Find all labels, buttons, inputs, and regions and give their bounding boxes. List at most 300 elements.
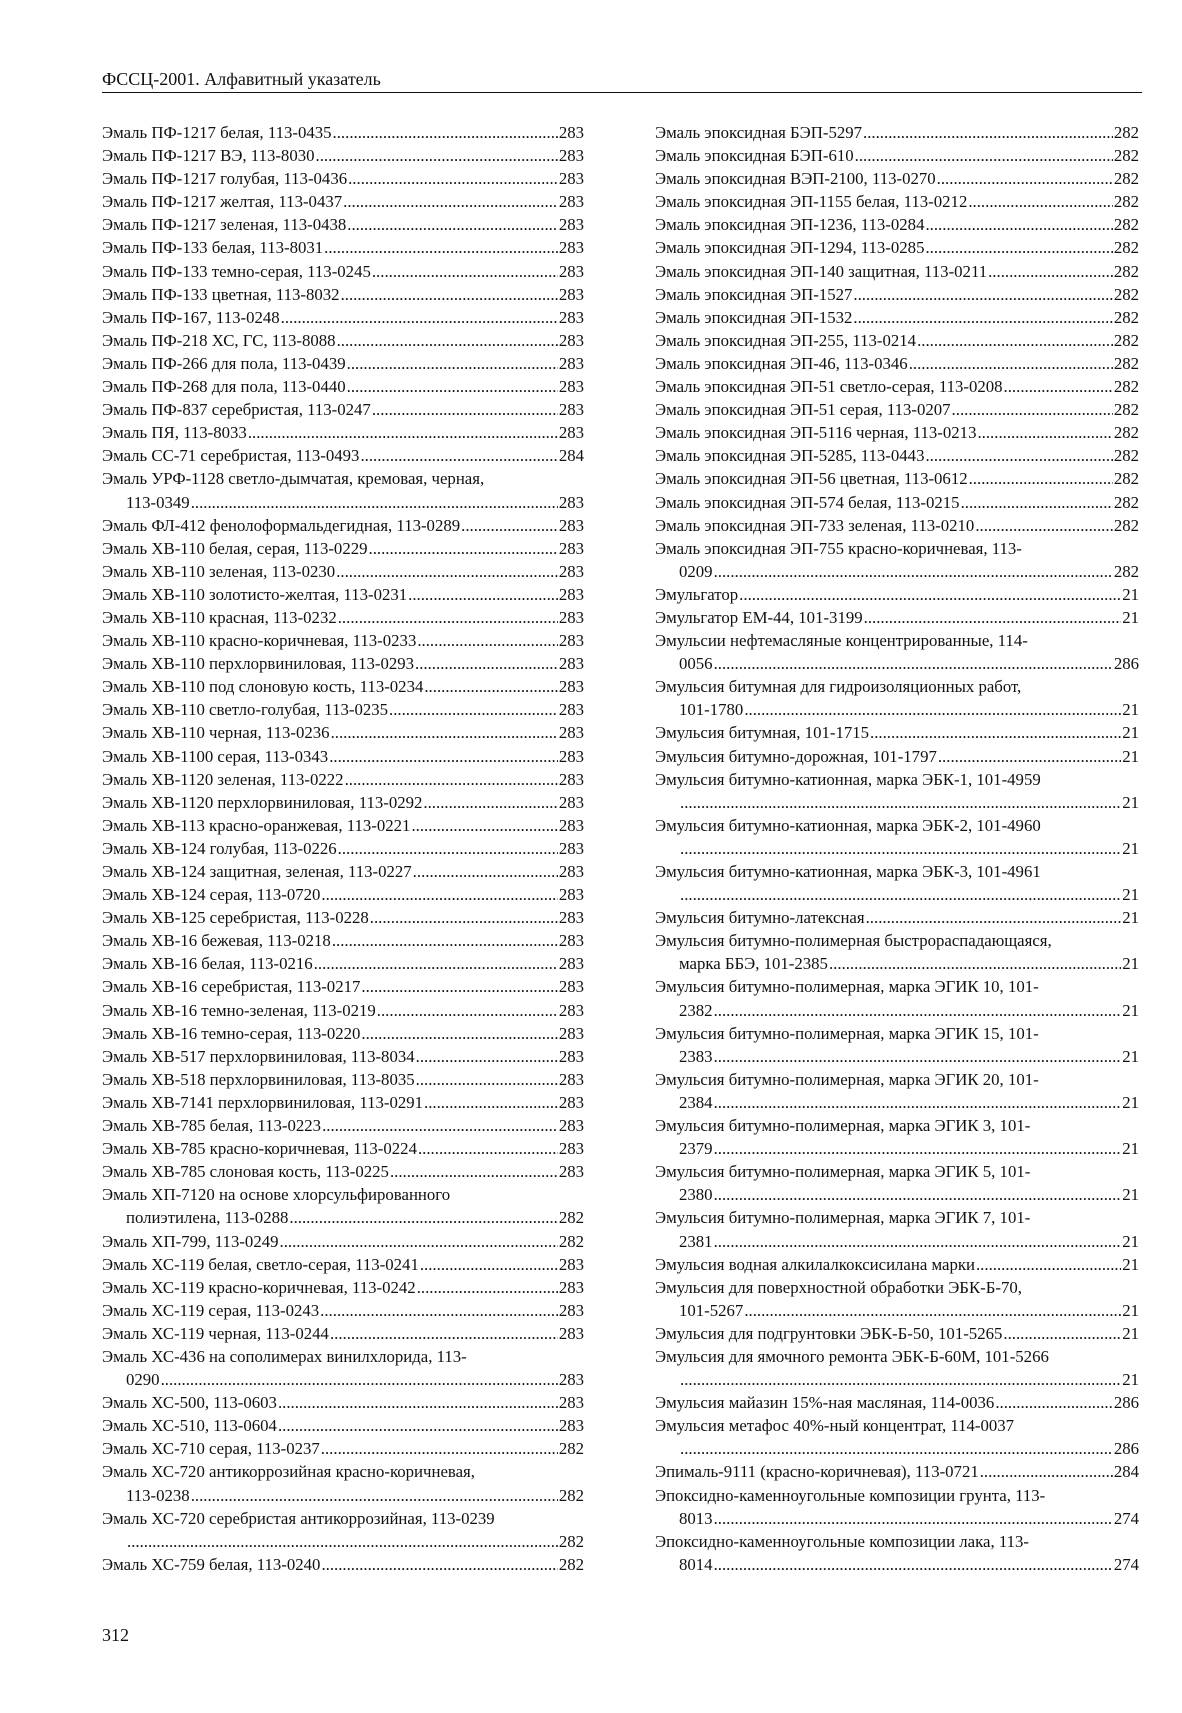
entry-line xyxy=(655,1137,1139,1160)
entry-line xyxy=(102,675,584,698)
entry-line xyxy=(102,1045,584,1068)
index-entry xyxy=(655,606,1139,629)
dot-leader xyxy=(345,768,558,791)
entry-page-number: 283 xyxy=(558,654,584,674)
entry-page-number: 283 xyxy=(558,538,584,558)
entry-line xyxy=(655,283,1139,306)
entry-page-number: 283 xyxy=(558,146,584,166)
entry-line xyxy=(102,144,584,167)
entry-text: Эмаль эпоксидная ЭП-56 цветная, 113-0612 xyxy=(655,469,968,489)
entry-text: Эмаль ХВ-16 белая, 113-0216 xyxy=(102,954,313,974)
dot-leader xyxy=(744,1299,1121,1322)
index-entry xyxy=(102,952,584,975)
index-entry xyxy=(655,768,1139,814)
index-entry xyxy=(102,1507,584,1553)
entry-text: Эмаль ПФ-167, 113-0248 xyxy=(102,307,280,327)
entry-text: Эмаль эпоксидная ЭП-1532 xyxy=(655,307,853,327)
entry-text: Эмульсия битумно-катионная, марка ЭБК-3, 101-4961 xyxy=(655,862,1041,881)
dot-leader xyxy=(917,329,1113,352)
entry-text: 0056 xyxy=(679,654,713,674)
entry-page-number: 283 xyxy=(558,1023,584,1043)
entry-line xyxy=(655,837,1139,860)
entry-text: Эмаль ХВ-16 темно-зеленая, 113-0219 xyxy=(102,1000,376,1020)
entry-text: Эмульсия для подгрунтовки ЭБК-Б-50, 101-5265 xyxy=(655,1323,1003,1343)
dot-leader xyxy=(680,791,1121,814)
dot-leader xyxy=(361,1022,557,1045)
entry-page-number: 21 xyxy=(1122,1185,1139,1205)
entry-text: 101-5267 xyxy=(679,1300,744,1320)
entry-page-number: 274 xyxy=(1113,1554,1139,1574)
entry-text: Эмаль ХВ-785 белая, 113-0223 xyxy=(102,1116,322,1136)
entry-text: Эмульсия метафос 40%-ный концентрат, 114-0037 xyxy=(655,1416,1015,1436)
dot-leader xyxy=(191,1484,558,1507)
index-entry xyxy=(102,606,584,629)
index-entry xyxy=(102,1437,584,1460)
dot-leader xyxy=(417,1276,558,1299)
entry-page-number: 283 xyxy=(558,353,584,373)
entry-page-number: 21 xyxy=(1122,1370,1139,1390)
entry-page-number: 283 xyxy=(558,1139,584,1159)
index-entry xyxy=(102,1068,584,1091)
entry-line xyxy=(655,791,1139,814)
entry-text: Эмульсия майазин 15%-ная масляная, 114-0036 xyxy=(655,1393,995,1413)
entry-line xyxy=(102,1530,584,1553)
dot-leader xyxy=(324,236,558,259)
index-entry xyxy=(102,1345,584,1391)
entry-text: Эмаль эпоксидная ЭП-1236, 113-0284 xyxy=(655,215,925,235)
entry-text: Эмаль ХВ-785 слоновая кость, 113-0225 xyxy=(102,1162,389,1182)
entry-page-number: 283 xyxy=(558,1323,584,1343)
entry-text: Эмульгатор ЕМ-44, 101-3199 xyxy=(655,607,863,627)
entry-page-number: 283 xyxy=(558,908,584,928)
entry-text: Эмаль ХС-500, 113-0603 xyxy=(102,1393,277,1413)
index-entry xyxy=(655,190,1139,213)
index-entry xyxy=(655,1345,1139,1391)
dot-leader xyxy=(321,883,557,906)
entry-line xyxy=(655,421,1139,444)
dot-leader xyxy=(1003,1322,1121,1345)
entry-line xyxy=(102,606,584,629)
dot-leader xyxy=(338,837,558,860)
entry-line xyxy=(102,1322,584,1345)
entry-line xyxy=(655,1322,1139,1345)
dot-leader xyxy=(925,236,1112,259)
index-entry xyxy=(102,190,584,213)
dot-leader xyxy=(248,421,558,444)
entry-text: Эмаль эпоксидная ЭП-46, 113-0346 xyxy=(655,353,908,373)
entry-text: Эмаль ХС-720 серебристая антикоррозийная, 113-0239 xyxy=(102,1508,495,1528)
index-entry xyxy=(655,906,1139,929)
dot-leader xyxy=(389,698,558,721)
entry-page-number: 21 xyxy=(1122,1092,1139,1112)
index-entry xyxy=(102,1114,584,1137)
entry-line xyxy=(102,837,584,860)
entry-line xyxy=(655,652,1139,675)
entry-page-number: 282 xyxy=(1113,377,1139,397)
entry-line xyxy=(102,721,584,744)
entry-page-number: 21 xyxy=(1122,1300,1139,1320)
entry-line xyxy=(655,999,1139,1022)
dot-leader xyxy=(418,1137,558,1160)
entry-line xyxy=(102,1183,584,1206)
index-entry xyxy=(655,306,1139,329)
index-entry xyxy=(102,629,584,652)
entry-line xyxy=(655,329,1139,352)
entry-line xyxy=(655,444,1139,467)
dot-leader xyxy=(420,1253,558,1276)
entry-page-number: 282 xyxy=(558,1554,584,1574)
entry-page-number: 282 xyxy=(1113,146,1139,166)
entry-text: Эмаль эпоксидная ЭП-51 светло-серая, 113-0208 xyxy=(655,377,1003,397)
entry-text: Эмаль эпоксидная ЭП-51 серая, 113-0207 xyxy=(655,400,951,420)
index-entry xyxy=(655,421,1139,444)
entry-page-number: 282 xyxy=(1113,238,1139,258)
entry-page-number: 284 xyxy=(1113,1462,1139,1482)
entry-text: Эмаль эпоксидная ЭП-755 красно-коричневая, 113- xyxy=(655,538,1022,558)
dot-leader xyxy=(316,144,558,167)
index-entry xyxy=(655,629,1139,675)
entry-text: 113-0349 xyxy=(126,492,190,512)
entry-page-number: 282 xyxy=(1113,561,1139,581)
entry-page-number: 286 xyxy=(1113,1393,1139,1413)
entry-text: Эпоксидно-каменноугольные композиции лака, 113- xyxy=(655,1531,1029,1551)
entry-page-number: 282 xyxy=(1113,123,1139,142)
dot-leader xyxy=(361,975,557,998)
entry-page-number: 282 xyxy=(558,1485,584,1505)
entry-line xyxy=(102,1460,584,1483)
entry-page-number: 283 xyxy=(558,1092,584,1112)
entry-text: Эмаль ХВ-125 серебристая, 113-0228 xyxy=(102,908,369,928)
index-entry xyxy=(655,1530,1139,1576)
index-entry xyxy=(655,975,1139,1021)
entry-line xyxy=(655,1068,1139,1091)
entry-page-number: 21 xyxy=(1122,746,1139,766)
index-entry xyxy=(655,860,1139,906)
entry-text: Эмаль ХС-436 на сополимерах винилхлорида, 113- xyxy=(102,1346,467,1366)
index-entry xyxy=(102,1553,584,1576)
entry-line xyxy=(655,398,1139,421)
entry-line xyxy=(102,121,584,144)
entry-line xyxy=(102,260,584,283)
entry-page-number: 282 xyxy=(1113,423,1139,443)
dot-leader xyxy=(336,560,558,583)
entry-line xyxy=(102,190,584,213)
entry-text: Эмаль ХВ-110 перхлорвиниловая, 113-0293 xyxy=(102,654,415,674)
entry-line xyxy=(102,1391,584,1414)
entry-line xyxy=(655,560,1139,583)
entry-text: Эмаль ХВ-113 красно-оранжевая, 113-0221 xyxy=(102,815,411,835)
entry-page-number: 283 xyxy=(558,977,584,997)
entry-text: Эмаль ХС-119 серая, 113-0243 xyxy=(102,1300,320,1320)
entry-line xyxy=(102,1276,584,1299)
entry-line xyxy=(102,352,584,375)
index-entry xyxy=(655,1414,1139,1460)
index-entry xyxy=(655,236,1139,259)
entry-line xyxy=(102,1437,584,1460)
entry-text: Эмаль эпоксидная ВЭП-2100, 113-0270 xyxy=(655,169,936,189)
entry-line xyxy=(102,929,584,952)
entry-text: Эмаль ХС-720 антикоррозийная красно-коричневая, xyxy=(102,1462,475,1482)
dot-leader xyxy=(952,398,1113,421)
index-entry xyxy=(102,444,584,467)
running-header: ФССЦ-2001. Алфавитный указатель xyxy=(102,68,1142,93)
entry-text: Эмаль ХВ-16 темно-серая, 113-0220 xyxy=(102,1023,361,1043)
entry-line xyxy=(655,1437,1139,1460)
index-entry xyxy=(102,1322,584,1345)
index-entry xyxy=(655,1276,1139,1322)
index-entry xyxy=(102,329,584,352)
dot-leader xyxy=(968,190,1112,213)
dot-leader xyxy=(744,698,1121,721)
entry-text: 101-1780 xyxy=(679,700,744,720)
dot-leader xyxy=(864,606,1122,629)
dot-leader xyxy=(415,652,558,675)
entry-page-number: 283 xyxy=(558,400,584,420)
entry-line xyxy=(655,537,1139,560)
dot-leader xyxy=(331,721,558,744)
entry-page-number: 282 xyxy=(1113,261,1139,281)
dot-leader xyxy=(372,398,558,421)
dot-leader xyxy=(961,491,1113,514)
entry-line xyxy=(655,467,1139,490)
entry-text: Эмаль ХВ-124 защитная, зеленая, 113-0227 xyxy=(102,862,412,881)
entry-line xyxy=(655,1045,1139,1068)
entry-line xyxy=(102,1022,584,1045)
entry-line xyxy=(102,1414,584,1437)
dot-leader xyxy=(329,745,558,768)
entry-page-number: 283 xyxy=(558,169,584,189)
entry-page-number: 283 xyxy=(558,423,584,443)
entry-text: Эмаль ПФ-1217 ВЭ, 113-8030 xyxy=(102,146,315,166)
entry-page-number: 283 xyxy=(558,862,584,881)
entry-page-number: 284 xyxy=(558,446,584,466)
dot-leader xyxy=(714,1553,1113,1576)
dot-leader xyxy=(925,213,1112,236)
entry-line xyxy=(102,1068,584,1091)
entry-line xyxy=(102,999,584,1022)
index-entry xyxy=(655,1206,1139,1252)
dot-leader xyxy=(281,306,558,329)
entry-page-number: 283 xyxy=(558,1393,584,1413)
dot-leader xyxy=(424,1091,558,1114)
index-entry xyxy=(102,467,584,513)
entry-page-number: 282 xyxy=(1113,330,1139,350)
dot-leader xyxy=(870,721,1121,744)
entry-text: 0209 xyxy=(679,561,713,581)
index-entry xyxy=(102,583,584,606)
index-entry xyxy=(655,167,1139,190)
entry-text: Эмульсия битумно-полимерная, марка ЭГИК 10, 101- xyxy=(655,977,1039,997)
dot-leader xyxy=(1004,375,1113,398)
dot-leader xyxy=(289,1206,557,1229)
dot-leader xyxy=(347,213,558,236)
index-entry xyxy=(655,814,1139,860)
entry-text: Эмаль ХС-759 белая, 113-0240 xyxy=(102,1554,321,1574)
entry-line xyxy=(655,514,1139,537)
entry-page-number: 283 xyxy=(558,492,584,512)
entry-page-number: 283 xyxy=(558,1116,584,1136)
dot-leader xyxy=(680,1368,1121,1391)
entry-page-number: 283 xyxy=(558,954,584,974)
entry-page-number: 283 xyxy=(558,1300,584,1320)
index-entry xyxy=(655,260,1139,283)
entry-page-number: 283 xyxy=(558,607,584,627)
entry-text: Эмаль ХВ-16 бежевая, 113-0218 xyxy=(102,931,331,951)
entry-page-number: 283 xyxy=(558,377,584,397)
dot-leader xyxy=(417,629,557,652)
dot-leader xyxy=(411,814,557,837)
entry-text: 2383 xyxy=(679,1046,713,1066)
entry-text: Эмаль ХВ-110 черная, 113-0236 xyxy=(102,723,330,743)
entry-text: Эмаль УРФ-1128 светло-дымчатая, кремовая, черная, xyxy=(102,469,485,489)
entry-page-number: 283 xyxy=(558,792,584,812)
entry-page-number: 21 xyxy=(1122,954,1139,974)
dot-leader xyxy=(925,444,1112,467)
dot-leader xyxy=(995,1391,1113,1414)
dot-leader xyxy=(280,1230,558,1253)
entry-line xyxy=(102,883,584,906)
entry-line xyxy=(655,236,1139,259)
entry-text: Эмаль ПФ-1217 голубая, 113-0436 xyxy=(102,169,348,189)
entry-text: Эмульсия битумная для гидроизоляционных работ, xyxy=(655,677,1022,697)
index-entry xyxy=(102,837,584,860)
index-entry xyxy=(102,791,584,814)
index-entry xyxy=(102,1460,584,1506)
dot-leader xyxy=(714,1183,1122,1206)
entry-line xyxy=(102,467,584,490)
entry-text: полиэтилена, 113-0288 xyxy=(126,1208,289,1228)
entry-line xyxy=(102,1114,584,1137)
entry-text: Эмаль ХВ-1120 перхлорвиниловая, 113-0292 xyxy=(102,792,423,812)
entry-line xyxy=(655,491,1139,514)
dot-leader xyxy=(980,1460,1113,1483)
entry-text: Эмаль эпоксидная ЭП-1527 xyxy=(655,284,853,304)
entry-page-number: 283 xyxy=(558,815,584,835)
index-entry xyxy=(102,768,584,791)
entry-line xyxy=(102,1206,584,1229)
index-entry xyxy=(102,1391,584,1414)
entry-text: Эпималь-9111 (красно-коричневая), 113-0721 xyxy=(655,1462,979,1482)
index-entry xyxy=(655,1160,1139,1206)
entry-text: Эмаль ПФ-133 белая, 113-8031 xyxy=(102,238,324,258)
entry-line xyxy=(102,1299,584,1322)
dot-leader xyxy=(714,1137,1122,1160)
entry-text: Эмаль эпоксидная ЭП-1155 белая, 113-0212 xyxy=(655,192,968,212)
entry-page-number: 286 xyxy=(1113,654,1139,674)
entry-text: Эмаль ХВ-110 красная, 113-0232 xyxy=(102,607,337,627)
dot-leader xyxy=(127,1530,558,1553)
entry-page-number: 282 xyxy=(1113,169,1139,189)
entry-line xyxy=(102,745,584,768)
entry-line xyxy=(655,375,1139,398)
entry-page-number: 21 xyxy=(1122,584,1139,604)
entry-line xyxy=(655,721,1139,744)
entry-line xyxy=(102,629,584,652)
entry-line xyxy=(102,1345,584,1368)
entry-text: Эмульсия для ямочного ремонта ЭБК-Б-60М, 101-5266 xyxy=(655,1346,1049,1366)
entry-text: Эмаль ПФ-837 серебристая, 113-0247 xyxy=(102,400,371,420)
index-entry xyxy=(102,1045,584,1068)
entry-line xyxy=(655,1507,1139,1530)
dot-leader xyxy=(714,999,1122,1022)
left-index-column xyxy=(102,121,584,1576)
index-entry xyxy=(655,514,1139,537)
entry-page-number: 283 xyxy=(558,1069,584,1089)
dot-leader xyxy=(975,514,1113,537)
index-entry xyxy=(102,929,584,952)
entry-text: Эмаль эпоксидная БЭП-5297 xyxy=(655,123,863,142)
entry-text: Эмаль ПФ-133 цветная, 113-8032 xyxy=(102,284,340,304)
entry-text: Эмульсия битумно-дорожная, 101-1797 xyxy=(655,746,937,766)
entry-text: Эмаль эпоксидная ЭП-140 защитная, 113-0211 xyxy=(655,261,988,281)
index-entry xyxy=(102,1137,584,1160)
index-entry xyxy=(102,999,584,1022)
entry-text: Эмаль ХВ-16 серебристая, 113-0217 xyxy=(102,977,361,997)
entry-text: Эмульгатор xyxy=(655,584,739,604)
dot-leader xyxy=(680,883,1121,906)
entry-text: Эмульсия битумно-полимерная, марка ЭГИК 15, 101- xyxy=(655,1023,1039,1043)
dot-leader xyxy=(347,352,558,375)
dot-leader xyxy=(161,1368,558,1391)
dot-leader xyxy=(369,537,558,560)
dot-leader xyxy=(332,929,558,952)
index-entry xyxy=(655,1114,1139,1160)
dot-leader xyxy=(320,1299,558,1322)
index-entry xyxy=(655,398,1139,421)
entry-page-number: 21 xyxy=(1122,1139,1139,1159)
entry-page-number: 283 xyxy=(558,1254,584,1274)
dot-leader xyxy=(863,121,1113,144)
entry-line xyxy=(102,514,584,537)
entry-line xyxy=(102,213,584,236)
entry-line xyxy=(655,121,1139,144)
entry-page-number: 282 xyxy=(1113,215,1139,235)
entry-page-number: 283 xyxy=(558,584,584,604)
index-entry xyxy=(655,121,1139,144)
index-entry xyxy=(655,283,1139,306)
entry-line xyxy=(102,698,584,721)
entry-text: Эмаль эпоксидная ЭП-5116 черная, 113-0213 xyxy=(655,423,977,443)
entry-page-number: 21 xyxy=(1122,723,1139,743)
entry-text: Эмаль ХС-510, 113-0604 xyxy=(102,1416,277,1436)
index-entry xyxy=(102,1253,584,1276)
entry-line xyxy=(655,1345,1139,1368)
index-entry xyxy=(655,721,1139,744)
index-entry xyxy=(102,375,584,398)
dot-leader xyxy=(461,514,558,537)
entry-line xyxy=(102,375,584,398)
entry-text: Эмаль ХС-119 красно-коричневая, 113-0242 xyxy=(102,1277,416,1297)
entry-line xyxy=(102,167,584,190)
entry-text: 2381 xyxy=(679,1231,713,1251)
entry-text: Эмаль ХВ-110 красно-коричневая, 113-0233 xyxy=(102,631,417,651)
index-entry xyxy=(102,860,584,883)
index-entry xyxy=(655,1022,1139,1068)
entry-line xyxy=(102,1253,584,1276)
index-entry xyxy=(102,721,584,744)
entry-page-number: 21 xyxy=(1122,1000,1139,1020)
entry-page-number: 274 xyxy=(1113,1508,1139,1528)
entry-text: Эмульсия битумно-полимерная, марка ЭГИК 3, 101- xyxy=(655,1116,1031,1136)
entry-line xyxy=(655,1253,1139,1276)
index-entry xyxy=(102,975,584,998)
dot-leader xyxy=(424,675,557,698)
index-entry xyxy=(655,213,1139,236)
entry-page-number: 283 xyxy=(558,123,584,142)
entry-line xyxy=(655,260,1139,283)
entry-page-number: 283 xyxy=(558,1277,584,1297)
entry-line xyxy=(102,491,584,514)
